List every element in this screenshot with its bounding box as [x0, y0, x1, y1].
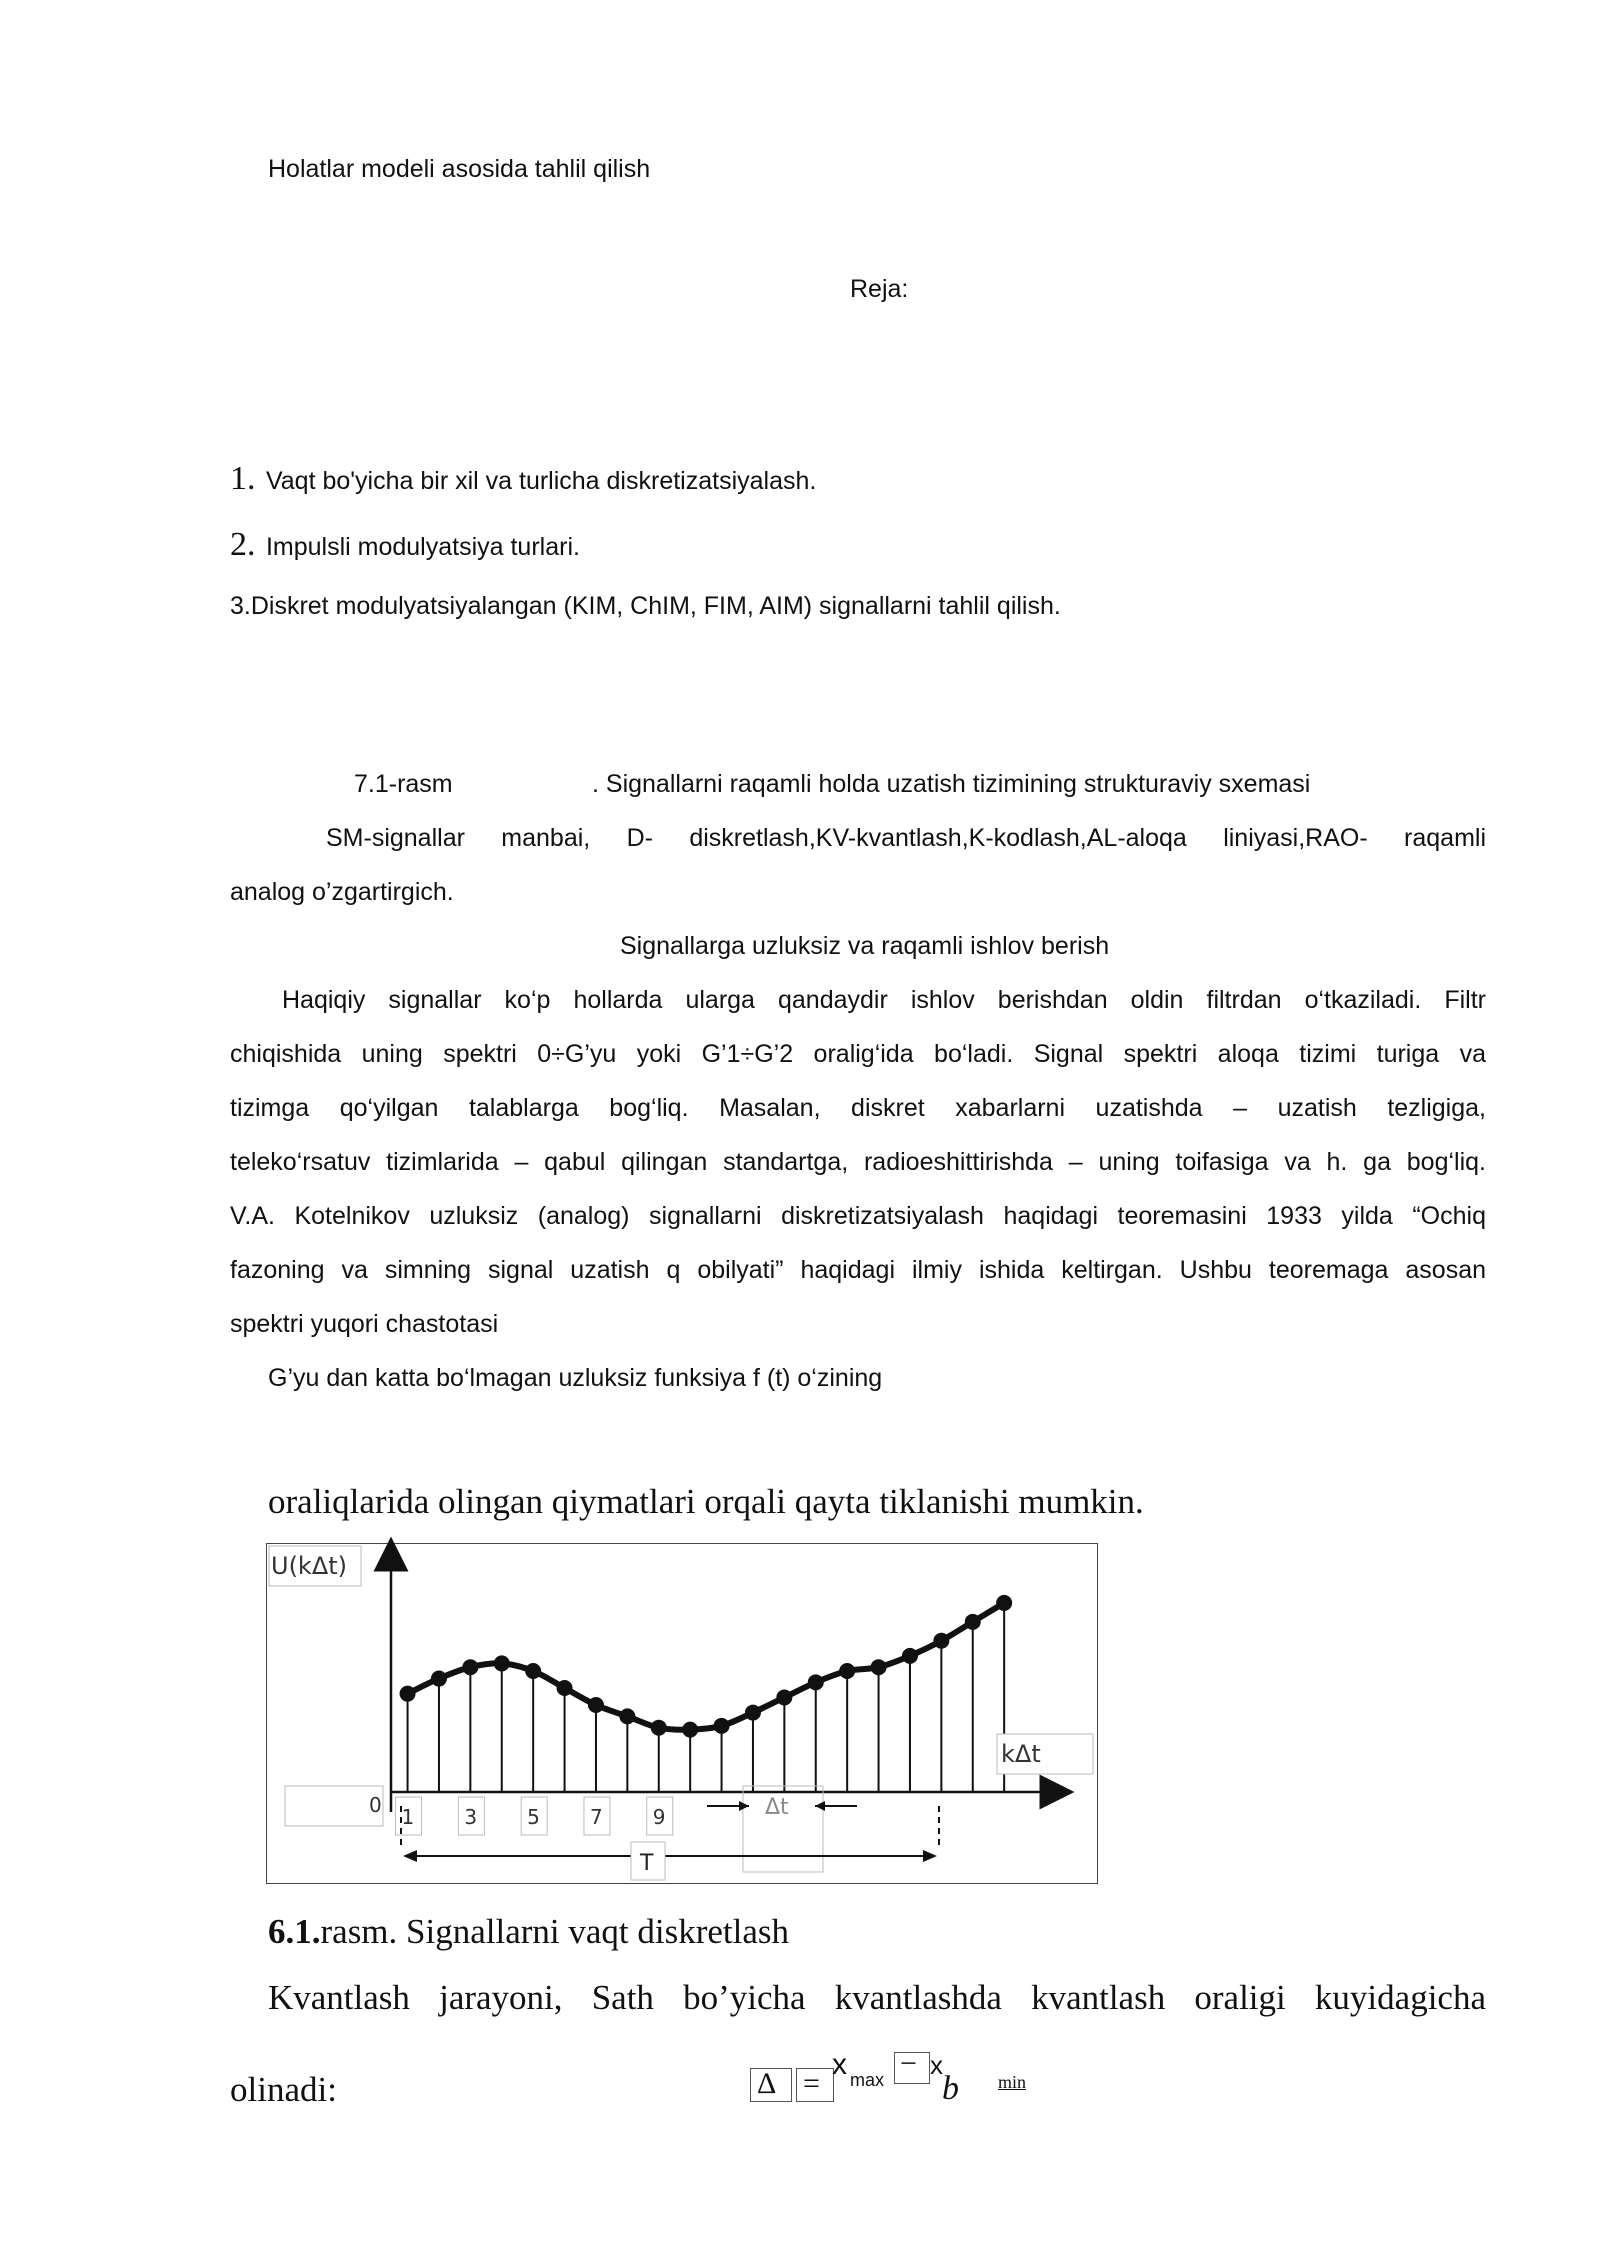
sample-point	[494, 1655, 510, 1671]
paragraph-line: V.A. Kotelnikov uzluksiz (analog) signallarni diskretizatsiyalash haqidagi teoremasini 1933 yilda “Ochiq	[230, 1202, 1486, 1230]
sample-point	[588, 1697, 604, 1713]
period-label: T	[640, 1851, 654, 1876]
sample-point	[965, 1614, 981, 1630]
plan-item-number: 1.	[230, 460, 256, 497]
y-axis-label: U(kΔt)	[271, 1552, 348, 1580]
tick-label: 3	[464, 1805, 478, 1829]
sample-point	[933, 1633, 949, 1649]
paragraph-line: fazoning va simning signal uzatish q obilyati” haqidagi ilmiy ishida keltirgan. Ushbu teoremaga asosan	[230, 1256, 1486, 1284]
formula-b: b	[942, 2070, 959, 2107]
sample-point	[871, 1659, 887, 1675]
sampling-chart	[267, 1544, 1096, 1882]
origin-label: 0	[369, 1793, 382, 1817]
theorem-conclusion: oraliqlarida olingan qiymatlari orqali qayta tiklanishi mumkin.	[268, 1482, 1144, 1521]
sample-point	[902, 1648, 918, 1664]
document-title: Holatlar modeli asosida tahlil qilish	[268, 155, 651, 183]
formula-delta: Δ	[757, 2067, 777, 2100]
plan-heading: Reja:	[850, 275, 909, 303]
formula-max: max	[850, 2070, 885, 2090]
dt-label: Δt	[765, 1795, 789, 1820]
tick-label: 1	[401, 1805, 415, 1829]
sample-point	[619, 1708, 635, 1724]
formula-x-clipped: x	[930, 2050, 943, 2080]
sample-point	[651, 1720, 667, 1736]
figure-7-1-label: 7.1-rasm	[354, 770, 453, 798]
sample-point	[682, 1722, 698, 1738]
sample-point	[462, 1659, 478, 1675]
period-arrowhead-right	[923, 1850, 937, 1862]
paragraph-line: Haqiqiy signallar ko‘p hollarda ularga qandaydir ishlov berishdan oldin filtrdan o‘tkaziladi. Filtr	[282, 986, 1486, 1014]
paragraph-line: spektri yuqori chastotasi	[230, 1310, 499, 1338]
legend-line: analog o’zgartirgich.	[230, 878, 454, 906]
formula-minus: −	[900, 2047, 917, 2080]
formula-equals: =	[803, 2067, 820, 2100]
plan-item	[230, 526, 580, 564]
sample-point	[776, 1689, 792, 1705]
plan-item-text: Impulsli modulyatsiya turlari.	[265, 533, 580, 561]
sample-point	[431, 1671, 447, 1687]
plan-item-text: Vaqt bo'yicha bir xil va turlicha diskretizatsiyalash.	[265, 467, 817, 495]
section-title: Signallarga uzluksiz va raqamli ishlov berish	[620, 932, 1110, 960]
plan-item	[230, 460, 816, 498]
sample-point	[714, 1718, 730, 1734]
tick-label: 5	[527, 1805, 540, 1829]
dt-arrowhead-left	[739, 1801, 749, 1811]
sample-point	[525, 1663, 541, 1679]
x-axis-label: kΔt	[1001, 1740, 1041, 1768]
formula-eq-box	[796, 2068, 834, 2102]
plan-item-text: 3.Diskret modulyatsiyalangan (KIM, ChIM, FIM, AIM) signallarni tahlil qilish.	[230, 592, 1061, 620]
sample-point	[745, 1705, 761, 1721]
formula-delta-box	[750, 2068, 792, 2102]
paragraph-line: G’yu dan katta bo‘lmagan uzluksiz funksiya f (t) o‘zining	[268, 1364, 883, 1392]
sample-point	[808, 1674, 824, 1690]
sample-point	[996, 1595, 1012, 1611]
tick-label: 7	[589, 1805, 603, 1829]
figure-6-1-caption	[268, 1912, 789, 1952]
period-arrowhead-left	[403, 1850, 417, 1862]
paragraph-line: tizimga qo‘yilgan talablarga bog‘liq. Masalan, diskret xabarlarni uzatishda – uzatish tezligiga,	[230, 1094, 1486, 1122]
paragraph-line: teleko‘rsatuv tizimlarida – qabul qilingan standartga, radioeshittirishda – uning toifasiga va h. ga bog‘liq.	[230, 1148, 1486, 1176]
quantization-line: Kvantlash jarayoni, Sath bo’yicha kvantlashda kvantlash oraligi kuyidagicha	[268, 1978, 1486, 2017]
figure-7-1-caption: . Signallarni raqamli holda uzatish tizimining strukturaviy sxemasi	[592, 770, 1311, 798]
tick-label: 9	[652, 1805, 666, 1829]
figure-6-1-text: rasm. Signallarni vaqt diskretlash	[320, 1912, 790, 1951]
sampling-figure	[266, 1543, 1098, 1884]
dt-arrowhead-right	[815, 1801, 825, 1811]
figure-6-1-number: 6.1.	[268, 1912, 321, 1951]
formula-min: min	[998, 2072, 1027, 2092]
sample-point	[400, 1686, 416, 1702]
plan-item-number: 2.	[230, 526, 256, 563]
olinadi-label: olinadi:	[230, 2070, 337, 2109]
paragraph-line: chiqishida uning spektri 0÷G’yu yoki G’1÷G’2 oralig‘ida bo‘ladi. Signal spektri aloqa tizimi turiga va	[230, 1040, 1486, 1068]
sample-point	[839, 1663, 855, 1679]
formula-minus-box	[894, 2047, 930, 2084]
legend-line: SM-signallar manbai, D- diskretlash,KV-kvantlash,K-kodlash,AL-aloqa liniyasi,RAO- raqamli	[326, 824, 1486, 852]
sample-point	[557, 1680, 573, 1696]
formula-x: x	[832, 2048, 847, 2081]
